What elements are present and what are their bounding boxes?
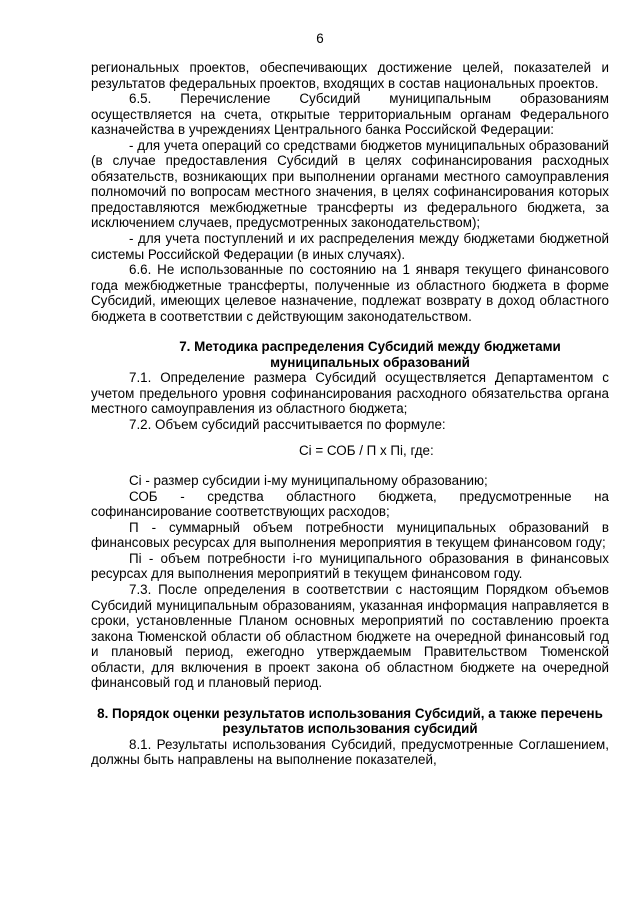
paragraph-8-1: 8.1. Результаты использования Субсидий, предусмотренные Соглашением, должны быть направлены на выполнение показателей, [91,736,609,768]
paragraph-7-1: 7.1. Определение размера Субсидий осуществляется Департаментом с учетом предельного уровня софинансирования расходного обязательства органа местного самоуправления из областного бюджета; [91,370,609,417]
definition-p: П - суммарный объем потребности муниципальных образований в финансовых ресурсах для выполнения мероприятия в текущем финансовом году; [91,519,609,551]
section-7-heading: 7. Методика распределения Субсидий между бюджетами муниципальных образований [179,339,561,370]
paragraph-7-2: 7.2. Объем субсидий рассчитывается по формуле: [129,417,446,433]
paragraph-6-5: 6.5. Перечисление Субсидий муниципальным образованиям осуществляется на счета, открытые территориальным органам Федерального казначейства в учреждениях Центрального банка Российской Федерации: [91,91,609,138]
document-body [91,60,609,768]
paragraph-6-5-item-2: - для учета поступлений и их распределения между бюджетами бюджетной системы Российской Федерации (в иных случаях). [91,231,609,262]
paragraph-7-3: 7.3. После определения в соответствии с настоящим Порядком объемов Субсидий муниципальным образованиям, указанная информация направляется в сроки, установленные Планом основных мероприятий по составлению проекта закона Тюменской области об областном бюджете на очередной финансовый год и плановый период, ежегодно утверждаемым Правительством Тюменской области, для включения в проект закона об областном бюджете на очередной финансовый год и плановый период. [91,581,609,691]
paragraph-6-6: 6.6. Не использованные по состоянию на 1 января текущего финансового года межбюджетные трансферты, полученные из областного бюджета в форме Субсидий, имеющих целевое назначение, подлежат возврату в доход областного бюджета в соответствии с действующим законодательством. [91,262,609,324]
page-number: 6 [316,31,324,46]
paragraph-6-5-item-1: - для учета операций со средствами бюджетов муниципальных образований (в случае предоставления Субсидий в целях софинансирования расходных обязательств, возникающих при выполнении органами местного самоуправления полномочий по вопросам местного значения, в целях софинансирования которых предоставляются межбюджетные трансферты из федерального бюджета, за исключением случаев, предусмотренных законодательством); [91,137,609,231]
paragraph-continuation: региональных проектов, обеспечивающих достижение целей, показателей и результатов федеральных проектов, входящих в состав национальных проектов. [91,60,609,91]
definition-ci: Ci - размер субсидии i-му муниципальному образованию; [129,473,488,489]
section-8-heading: 8. Порядок оценки результатов использования Субсидий, а также перечень результатов использования субсидий [97,705,603,737]
definition-pi: Пi - объем потребности i-го муниципального образования в финансовых ресурсах для выполнения мероприятий в текущем финансовом году. [91,550,609,582]
formula: Ci = СОБ / П x Пi, где: [299,442,434,458]
definition-sob: СОБ - средства областного бюджета, предусмотренные на софинансирование соответствующих расходов; [91,488,609,520]
